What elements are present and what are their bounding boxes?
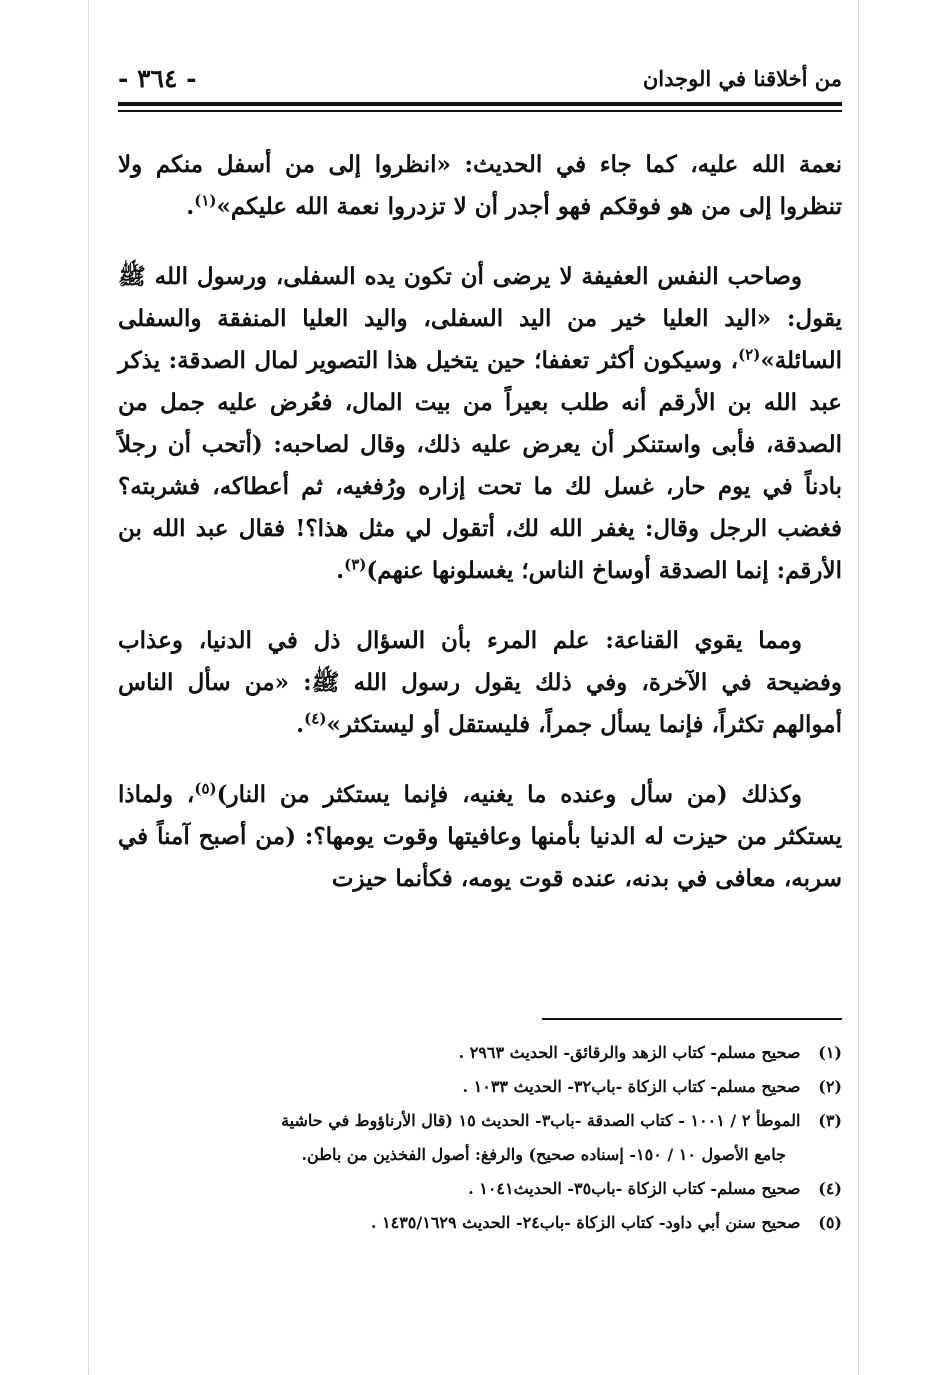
- footnote-marker: (٥): [818, 1213, 842, 1232]
- left-margin-guide: [88, 0, 89, 1375]
- footnote: [118, 1172, 842, 1206]
- footnote-text: صحيح مسلم- كتاب الزهد والرقائق- الحديث ٢٩٦٣ .: [458, 1043, 801, 1062]
- paragraph: [118, 620, 842, 746]
- paragraph-text: .: [186, 193, 195, 220]
- paragraph: [118, 144, 842, 228]
- footnote-text: الموطأ ٢ / ١٠٠١ - كتاب الصدقة -باب٣- الحديث ١٥ (قال الأرناؤوط في حاشية: [281, 1111, 801, 1130]
- paragraph-text: نعمة الله عليه، كما جاء في الحديث: «انظروا إلى من أسفل منكم ولا تنظروا إلى من هو فوقكم فهو أجدر أن لا تزدروا نعمة الله عليكم»: [118, 151, 842, 220]
- footnote: [118, 1206, 842, 1240]
- book-page: [118, 0, 842, 1375]
- footnote-text: صحيح سنن أبي داود- كتاب الزكاة -باب٢٤- الحديث ١٤٣٥/١٦٢٩ .: [370, 1213, 801, 1232]
- paragraph-text: .: [336, 557, 345, 584]
- footnote-separator: [542, 1018, 842, 1020]
- page-header: [118, 58, 842, 98]
- footnote-ref[interactable]: (٢): [738, 345, 761, 364]
- paragraph: [118, 256, 842, 592]
- footnote-marker: (١): [818, 1043, 842, 1062]
- footnote: [118, 1104, 842, 1138]
- footnote-continuation: [118, 1138, 842, 1172]
- main-text: [118, 144, 842, 928]
- paragraph-text: ، وسيكون أكثر تعففا؛ حين يتخيل هذا التصوير لمال الصدقة: يذكر عبد الله بن الأرقم أنه طلب بعيراً من بيت المال، فعُرض عليه جمل من الصدقة، فأبى واستنكر أن يعرض عليه ذلك، وقال لصاحبه: (أتحب أن رجلاً بادناً في يوم حار، غسل لك ما تحت إزاره ورُفغيه، ثم أعطاكه، فشربته؟ فغضب الرجل وقال: يغفر الله لك، أتقول لي مثل هذا؟! فقال عبد الله بن الأرقم: إنما الصدقة أوساخ الناس؛ يغسلونها عنهم): [118, 347, 842, 584]
- footnote-text: صحيح مسلم- كتاب الزكاة -باب٣٢- الحديث ١٠٣٣ .: [462, 1077, 801, 1096]
- footnote-text: جامع الأصول ١٠ / ١٥٠- إسناده صحيح) والرفغ: أصول الفخذين من باطن.: [301, 1145, 786, 1164]
- footnote: [118, 1036, 842, 1070]
- footnote-text: صحيح مسلم- كتاب الزكاة -باب٣٥- الحديث١٠٤١ .: [468, 1179, 801, 1198]
- footnote: [118, 1070, 842, 1104]
- footnote-ref[interactable]: (١): [194, 191, 217, 210]
- right-margin-guide: [858, 0, 859, 1375]
- footnote-marker: (٤): [818, 1179, 842, 1198]
- paragraph-text: وصاحب النفس العفيفة لا يرضى أن تكون يده السفلى، ورسول الله ﷺ يقول: «اليد العليا خير من اليد السفلى، واليد العليا المنفقة والسفلى السائلة»: [118, 263, 842, 374]
- paragraph-text: وكذلك (من سأل وعنده ما يغنيه، فإنما يستكثر من النار): [216, 781, 802, 808]
- footnote-ref[interactable]: (٤): [304, 709, 327, 728]
- footnote-ref[interactable]: (٣): [344, 555, 367, 574]
- footnote-marker: (٢): [818, 1077, 842, 1096]
- running-title: من أخلاقنا في الوجدان: [642, 65, 842, 91]
- footnote-ref[interactable]: (٥): [194, 779, 217, 798]
- footnotes: [118, 1036, 842, 1240]
- footnote-marker: (٣): [818, 1111, 842, 1130]
- paragraph-text: .: [296, 711, 305, 738]
- paragraph: [118, 774, 842, 900]
- paragraph-text: ومما يقوي القناعة: علم المرء بأن السؤال ذل في الدنيا، وعذاب وفضيحة في الآخرة، وفي ذلك يقول رسول الله ﷺ: «من سأل الناس أموالهم تكثراً، فإنما يسأل جمراً، فليستقل أو ليستكثر»: [118, 627, 842, 738]
- header-rule-thick: [118, 102, 842, 106]
- page-number: - ٣٦٤ -: [118, 63, 197, 93]
- paragraph-text: ، ولماذا يستكثر من حيزت له الدنيا بأمنها وعافيتها وقوت يومها؟: (من أصبح آمناً في سربه، معافى في بدنه، عنده قوت يومه، فكأنما حيزت: [118, 781, 842, 892]
- header-rule-thin: [118, 110, 842, 112]
